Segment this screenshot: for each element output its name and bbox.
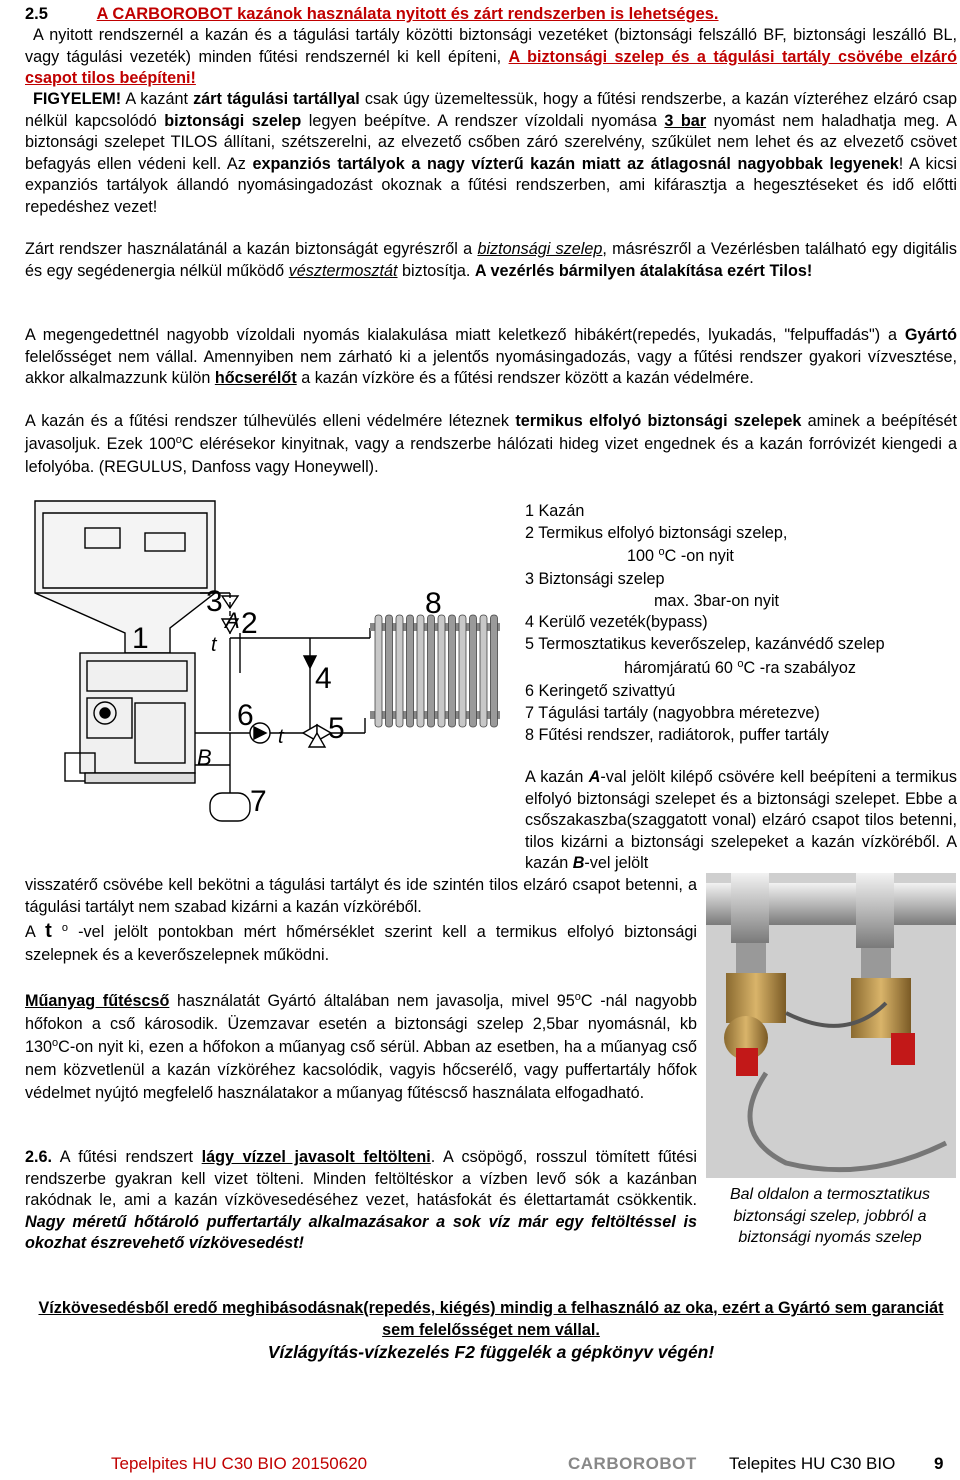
text-span: csak úgy üzemeltessük, hogy a fűtési rendszerbe, a kazán vízteréhez elzáró csap nélkül kapcsolódó xyxy=(25,90,957,130)
bold-text: termikus elfolyó biztonsági szelepek xyxy=(515,412,802,430)
paragraph-safety xyxy=(25,239,957,282)
label-7: 7 xyxy=(250,785,267,818)
bold-text: Gyártó xyxy=(904,326,957,344)
radiator-fin xyxy=(480,615,487,727)
legend-1: 1 Kazán xyxy=(525,502,585,520)
paragraph-pipes-right xyxy=(525,767,957,875)
label-4: 4 xyxy=(315,662,332,695)
paragraph-temp-points xyxy=(25,920,697,967)
radiator-fin xyxy=(417,615,424,727)
text-span: -vel jelölt pontokban mért hőmérséklet szerint kell a termikus elfolyó biztonsági szelepnek és a keverőszelepnek működni. xyxy=(25,923,697,964)
text-span: A kazán xyxy=(525,768,589,786)
footer-left: Tepelpites HU C30 BIO 20150620 xyxy=(111,1454,368,1473)
radiator-fin xyxy=(459,615,466,727)
text-span: A kazánt xyxy=(121,90,194,108)
label-t-return: t xyxy=(278,726,284,748)
text-span: A fűtési rendszert xyxy=(52,1148,202,1166)
bold-text: A vezérlés bármilyen átalakítása ezért Tilos! xyxy=(474,261,813,280)
paragraph-plastic-pipe xyxy=(25,990,697,1105)
label-8: 8 xyxy=(425,587,442,620)
text-span: A xyxy=(25,923,46,941)
legend-2: 2 Termikus elfolyó biztonsági szelep, xyxy=(525,524,788,542)
radiator-fin xyxy=(449,615,456,727)
label-3: 3 xyxy=(206,585,223,618)
radiator-fin xyxy=(386,615,393,727)
text-span: . A csöpögő, rosszul tömített fűtési rendszerbe gyakran kell vizet tölteni. Minden feltöltéskor a vízben levő sók a kazánban rakódnak le, ami a kazán vízkövesedéséhez vezet, hatásfokát és élettartamát csökkentik. xyxy=(25,1148,697,1209)
text-span: ! A kicsi expanziós tartályok állandó nyomásingadozást okoznak a fűtési rendszerben, ami kifárasztja a hegesztéseket és idő előtti repedéshez vezet! xyxy=(25,154,957,216)
label-2: 2 xyxy=(241,607,258,640)
superscript: o xyxy=(658,546,665,558)
paragraph-closed-system xyxy=(25,89,957,218)
marker-B: B xyxy=(572,854,585,872)
legend-7: 7 Tágulási tartály (nagyobbra méretezve) xyxy=(525,704,820,722)
valve-photo xyxy=(706,873,956,1178)
paragraph-overheat xyxy=(25,410,957,479)
text-span: aminek a beépítését javasoljuk. Ezek 100 xyxy=(25,412,958,453)
radiator-fin xyxy=(375,615,382,727)
label-6: 6 xyxy=(237,699,254,732)
marker-A: A xyxy=(588,768,601,786)
bold-underlined-text: Műanyag fűtéscső xyxy=(25,992,170,1010)
radiator-fin xyxy=(470,615,477,727)
label-A: A xyxy=(225,608,240,633)
radiator-fin xyxy=(396,615,403,727)
marker-t: t xyxy=(45,920,52,942)
radiator-fin xyxy=(428,615,435,727)
legend-4: 4 Kerülő vezeték(bypass) xyxy=(525,613,708,631)
text-span: C -ra szabályoz xyxy=(743,659,856,677)
page-number: 9 xyxy=(934,1454,944,1473)
text-span: A megengedettnél nagyobb vízoldali nyomás kialakulása miatt keletkező hibákért(repedés, lyukadás, "felpuffadás") a xyxy=(25,326,905,344)
bold-text: expanziós tartályok a nagy vízterű kazán miatt az átlagosnál nagyobbak legyenek xyxy=(252,154,899,173)
legend-8: 8 Fűtési rendszer, radiátorok, puffer tartály xyxy=(525,726,829,744)
text-span: A nyitott rendszernél a kazán és a tágulási tartály közötti biztonsági vezetéket (biztonsági felszálló BF, biztonsági leszálló BL, vagy tágulási vezeték) minden fűtési rendszernél ki kell építeni, xyxy=(25,26,957,66)
section-title: A CARBOROBOT kazánok használata nyitott és zárt rendszerben is lehetséges. xyxy=(96,5,719,23)
radiator-fin xyxy=(438,615,445,727)
warranty-warning: Vízkövesedésből eredő meghibásodásnak(repedés, kiégés) mindig a felhasználó az oka, ezért a Gyártó sem garanciát sem felelősséget nem vállal. xyxy=(38,1299,944,1339)
superscript: o xyxy=(61,922,69,934)
section-number: 2.6. xyxy=(25,1148,53,1166)
text-span: -vel jelölt xyxy=(584,854,649,872)
paragraph-section-2-6 xyxy=(25,1147,697,1255)
footer-right: Telepites HU C30 BIO xyxy=(729,1454,896,1473)
heating-system-diagram xyxy=(25,493,515,823)
superscript: o xyxy=(737,658,744,670)
legend-6: 6 Keringető szivattyú xyxy=(525,682,676,700)
text-span: a kazán vízköre és a fűtési rendszer között a kazán védelmére. xyxy=(296,369,754,387)
warning-label: FIGYELEM! xyxy=(33,90,122,108)
text-span: Zárt rendszer használatánál a kazán biztonságát egyrészről a xyxy=(25,240,478,258)
superscript: o xyxy=(175,434,182,446)
radiator-fin xyxy=(407,615,414,727)
text-span: C elérésekor kinyitnak, vagy a rendszerbe hálózati hideg vizet engednek és a kazán forróvizét kiengedi a lefolyóba. (REGULUS, Danfoss vagy Honeywell). xyxy=(25,435,957,476)
prohibition-text: A biztonsági szelep és a tágulási tartály csövébe elzáró csapot tilos beépíteni! xyxy=(25,47,957,87)
text-span: C -nál nagyobb hőfokon a cső károsodik. Üzemzavar esetén a biztonsági szelep 2,5bar nyomásnál, kb 130 xyxy=(25,992,697,1056)
legend-5: 5 Termosztatikus keverőszelep, kazánvédő szelep xyxy=(525,635,885,653)
paragraph-open-system xyxy=(25,25,957,90)
text-span: C-on nyit ki, ezen a hőfokon a műanyag cső sérül. Abban az esetben, ha a műanyag cső nem közvetlenül a kazán vízköréhez kacsolódik, vagyis hőcserélő, vagy puffertartály hőfok védelmet nyújtó megfelelő használatakor a műanyag fűtéscső használata elfogadható. xyxy=(25,1038,697,1102)
legend-2b xyxy=(627,546,734,567)
text-span: -val jelölt kilépő csövére kell beépíteni a termikus elfolyó biztonsági szelepet és a biztonsági szelepet. Ebbe a csőszakaszba(szaggatott vonal) elzáró csapot tilos betenni, tilos kizárni a biztonsági szelepeket a kazán vízköréből. A kazán xyxy=(525,768,957,872)
text-span: használatát Gyártó általában nem javasolja, mivel 95 xyxy=(169,992,575,1010)
bold-text: zárt tágulási tartállyal xyxy=(193,90,360,108)
legend-3b: max. 3bar-on nyit xyxy=(654,592,780,610)
paragraph-pipes-left: visszatérő csövébe kell bekötni a tágulási tartályt és ide szintén tilos elzáró csapot betenni, a tágulási tartályt nem szabad kizárni a kazán vízköréből. xyxy=(25,876,697,916)
legend-5b xyxy=(624,658,856,679)
photo-caption: Bal oldalon a termosztatikus biztonsági szelep, jobbról a biztonsági nyomás szelep xyxy=(729,1186,931,1246)
text-span: A kazán és a fűtési rendszer túlhevülés elleni védelmére léteznek xyxy=(25,412,516,430)
text-span: felelősséget nem vállal. Amennyiben nem zárható ki a jelentős nyomásingadozás, vagy a fűtési rendszer gyakori vízvesztése, akkor alkalmazzunk külön xyxy=(25,347,957,387)
superscript: o xyxy=(52,1037,59,1049)
paragraph-pressure xyxy=(25,325,957,390)
label-B: B xyxy=(197,745,212,770)
label-t-flow: t xyxy=(211,634,217,656)
bold-italic-text: Nagy méretű hőtároló puffertartály alkalmazásakor a sok víz már egy feltöltéssel is okozhat észrevehető vízkövesedést! xyxy=(25,1212,697,1252)
superscript: o xyxy=(574,991,581,1003)
photo-svg xyxy=(706,873,956,1178)
legend-3: 3 Biztonsági szelep xyxy=(525,570,665,588)
bold-text: biztonsági szelep xyxy=(164,111,302,130)
water-treatment-note: Vízlágyítás-vízkezelés F2 függelék a gépkönyv végén! xyxy=(267,1342,715,1362)
text-span: nyomást nem haladhatja meg. A biztonsági szelepet TILOS állítani, szétszerelni, az elvezető csőben záró szerelvény, szűkület nem lehet és az elvezető csövet befagyás ellen védeni kell. Az xyxy=(25,111,957,173)
italic-underlined-text: vésztermosztát xyxy=(288,261,398,280)
footer-logo: CARBOROBOT xyxy=(568,1454,697,1473)
diagram-svg xyxy=(25,493,515,823)
text-span: C -on nyit xyxy=(664,547,734,565)
radiator-fin xyxy=(491,615,498,727)
section-heading xyxy=(25,4,955,26)
label-1: 1 xyxy=(132,622,149,655)
bold-underlined-text: hőcserélőt xyxy=(214,369,297,387)
text-span: , másrészről a Vezérlésben található egy digitális és egy segédenergia nélkül működő xyxy=(25,240,957,280)
italic-underlined-text: biztonsági szelep xyxy=(477,240,603,258)
text-span: biztosítja. xyxy=(397,261,475,280)
text-span: 100 xyxy=(627,547,659,565)
text-span: háromjáratú 60 xyxy=(624,659,738,677)
label-5: 5 xyxy=(328,712,345,745)
bold-underlined-text: lágy vízzel javasolt feltölteni xyxy=(201,1148,431,1166)
section-number: 2.5 xyxy=(25,5,48,23)
radiator-group xyxy=(370,615,500,727)
pressure-value: 3 bar xyxy=(664,111,707,130)
text-span: legyen beépítve. A rendszer vízoldali nyomása xyxy=(301,111,665,130)
